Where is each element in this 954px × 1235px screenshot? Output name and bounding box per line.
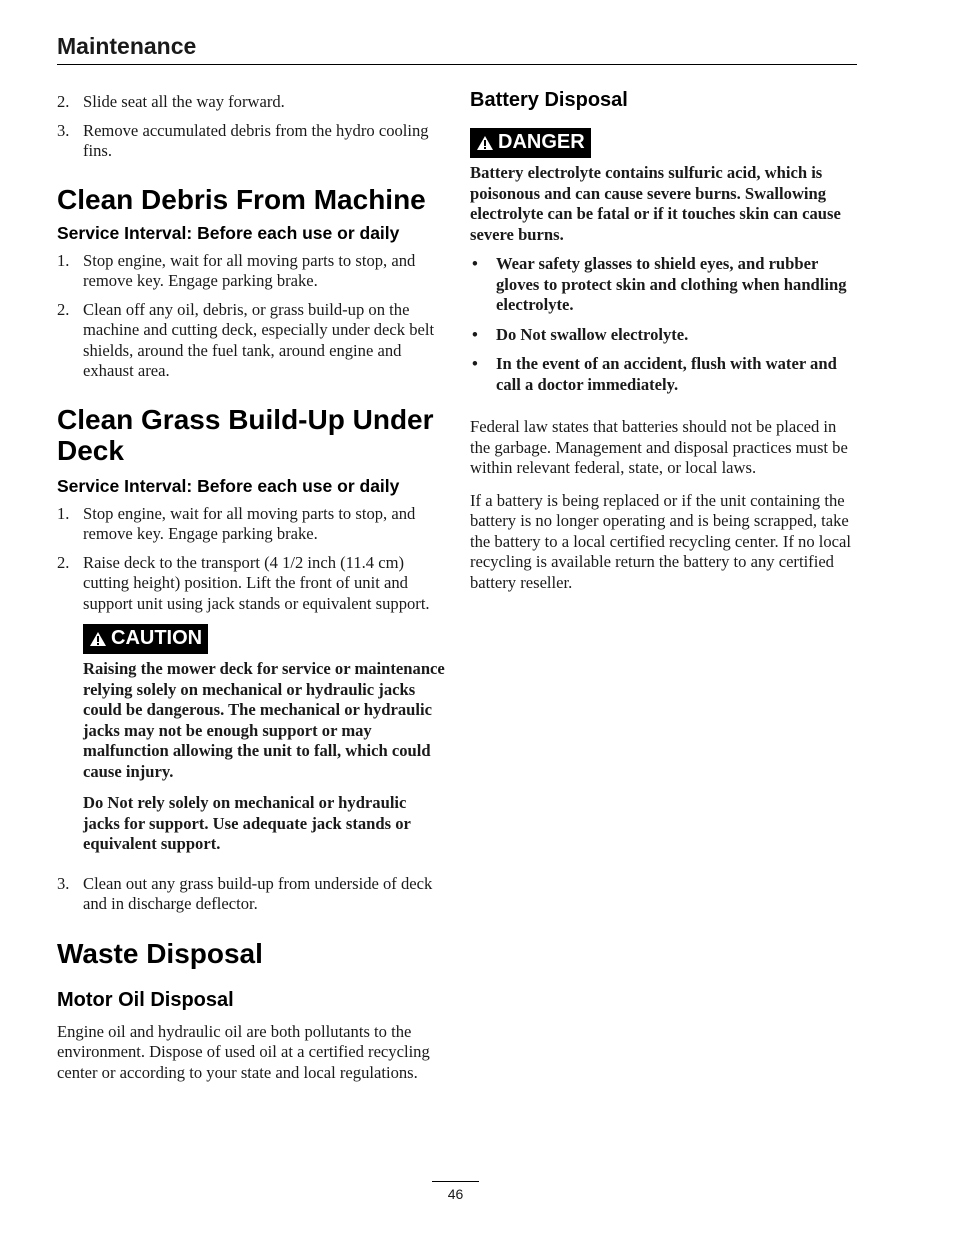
subsection-title-battery: Battery Disposal [470,89,628,111]
step-number: 2. [57,299,70,319]
bullet-text: Do Not swallow electrolyte. [496,324,689,344]
subsection-title-motor-oil: Motor Oil Disposal [57,988,234,1011]
page-header-title: Maintenance [57,33,197,59]
step-text: Stop engine, wait for all moving parts to stop, and remove key. Engage parking brake. [83,503,416,543]
section-title-waste-disposal: Waste Disposal [57,937,263,969]
caution-text: Do Not rely solely on mechanical or hydraulic jacks for support. Use adequate jack stands or equivalent support. [83,793,411,853]
right-column [470,89,858,593]
step-text: Clean out any grass build-up from underside of deck and in discharge deflector. [83,873,433,913]
danger-block [470,128,858,395]
step-number: 3. [57,873,70,893]
step-text: Raise deck to the transport (4 1/2 inch (11.4 cm) cutting height) position. Lift the front of unit and support unit using jack stands or equivalent support. [83,552,430,613]
footer-rule [432,1181,479,1182]
step-text: Stop engine, wait for all moving parts to stop, and remove key. Engage parking brake. [83,250,416,290]
caution-label [83,624,208,654]
step-number: 2. [57,552,70,572]
section-title-clean-grass [57,404,445,466]
step-number: 1. [57,503,70,523]
list-item [57,121,445,162]
danger-bullets [470,254,858,395]
bullet-item [470,354,858,395]
list-item [57,251,445,292]
page-number: 46 [447,1186,464,1202]
bullet-dot: • [472,324,478,344]
step-number: 1. [57,250,70,270]
bullet-text: Wear safety glasses to shield eyes, and rubber gloves to protect skin and clothing when handling electrolyte. [496,254,847,314]
danger-label [470,128,591,158]
battery-paragraph: Federal law states that batteries should not be placed in the garbage. Management and disposal practices must be within relevant federal, state, or local laws. [470,417,848,477]
warning-triangle-icon [476,135,494,151]
battery-paragraph: If a battery is being replaced or if the unit containing the battery is no longer operating and is being scrapped, take the battery to a local certified recycling center. If no local recycling is available return the battery to any certified battery reseller. [470,490,852,592]
step-number: 2. [57,92,70,111]
caution-block [57,624,445,855]
danger-text: Battery electrolyte contains sulfuric acid, which is poisonous and can cause severe burns. Swallowing electrolyte can be fatal or if it touches skin can cause severe burns. [470,163,841,244]
title-line-1: Clean Grass Build-Up Under [57,403,434,435]
step-text: Clean off any oil, debris, or grass build-up on the machine and cutting deck, especially under deck belt shields, around the fuel tank, around engine and exhaust area. [83,299,435,380]
bullet-item [470,254,858,316]
danger-label-text: DANGER [498,131,585,153]
step-number: 3. [57,120,70,140]
header-rule [57,64,857,65]
clean-grass-step-3 [57,874,445,915]
warning-triangle-icon [89,631,107,647]
clean-debris-steps [57,251,445,382]
list-item [57,300,445,382]
list-item [57,92,445,113]
list-item [57,874,445,915]
motor-oil-text: Engine oil and hydraulic oil are both pollutants to the environment. Dispose of used oil at a certified recycling center or according to your state and local regulations. [57,1021,430,1082]
bullet-dot: • [472,354,478,373]
step-text: Slide seat all the way forward. [83,92,285,111]
list-item [57,504,445,545]
title-line-2: Deck [57,434,124,466]
list-item [57,553,445,615]
bullet-dot: • [472,254,478,273]
hydro-steps-list [57,92,445,162]
caution-text: Raising the mower deck for service or maintenance relying solely on mechanical or hydraulic jacks could be dangerous. The mechanical or hydraulic jacks may not be enough support or may malfunction allowing the unit to fall, which could cause injury. [83,659,445,781]
section-title-clean-debris: Clean Debris From Machine [57,183,426,215]
bullet-text: In the event of an accident, flush with water and call a doctor immediately. [496,354,837,394]
service-interval: Service Interval: Before each use or daily [57,222,400,243]
bullet-item [470,325,858,346]
caution-label-text: CAUTION [111,627,203,649]
clean-grass-steps [57,504,445,615]
service-interval: Service Interval: Before each use or daily [57,475,400,496]
step-text: Remove accumulated debris from the hydro cooling fins. [83,120,429,160]
left-column [57,90,445,1083]
